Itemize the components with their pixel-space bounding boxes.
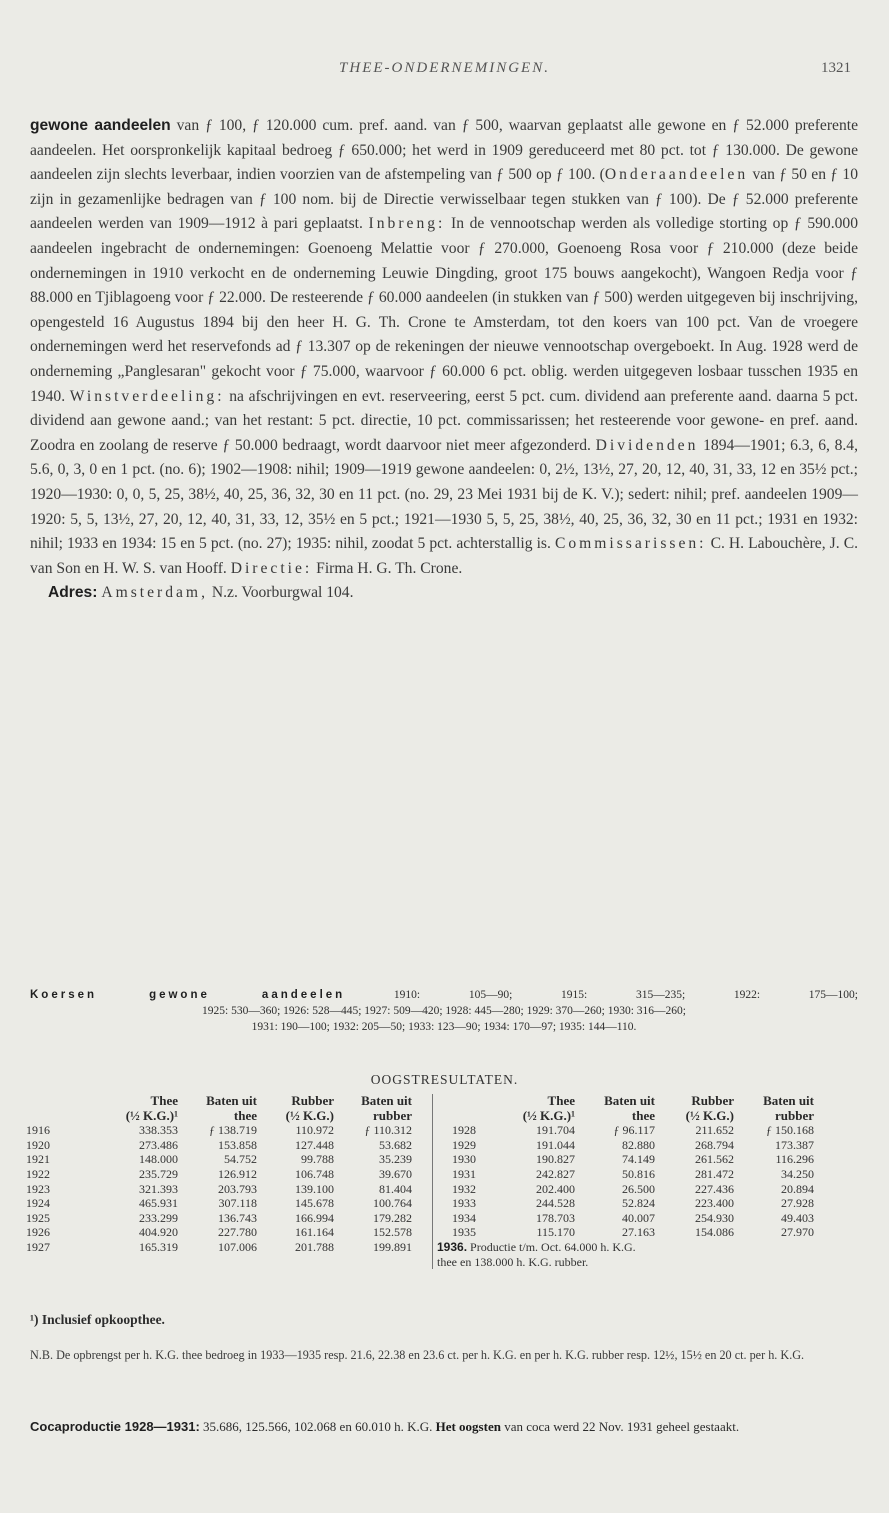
- value-cell: 191.044: [536, 1137, 575, 1152]
- keyword-winstverdeeling: Winstverdeeling:: [69, 387, 225, 405]
- share-prices-line-1: [30, 987, 858, 1003]
- page-header: [0, 60, 889, 84]
- keyword-dividenden: Dividenden: [595, 436, 699, 454]
- year-cell: 1934: [452, 1210, 476, 1225]
- harvest-results-table: [26, 1094, 814, 1269]
- value-cell: 203.793: [218, 1181, 257, 1196]
- value-cell: 404.920: [139, 1225, 178, 1240]
- keyword-commissarissen: Commissarissen:: [554, 535, 707, 553]
- value-cell: 154.086: [695, 1225, 734, 1240]
- value-cell: 40.007: [622, 1210, 655, 1225]
- value-cell: 321.393: [139, 1181, 178, 1196]
- value-cell: 50.816: [622, 1166, 655, 1181]
- year-cell: 1924: [26, 1196, 50, 1211]
- year-cell: 1920: [26, 1137, 50, 1152]
- value-cell: 233.299: [139, 1210, 178, 1225]
- text-part: van ƒ 50 en ƒ 10 zijn in gezamenlijke bedragen van ƒ 100 nom. bij de Directie verwisselbaar tegen stukken van ƒ 100). De ƒ 52.000 preferente aandeelen werden van 1909—1912 à pari geplaatst.: [30, 166, 858, 233]
- column-subheader: thee: [233, 1107, 257, 1123]
- footnote: ¹) Inclusief opkoopthee.: [30, 1312, 165, 1327]
- table-row: [26, 1225, 814, 1240]
- nota-bene: N.B. De opbrengst per h. K.G. thee bedroeg in 1933—1935 resp. 21.6, 22.38 en 23.6 ct. per h. K.G. en per h. K.G. rubber resp. 12½, 15½ en 20 ct. per h. K.G.: [30, 1348, 805, 1362]
- year-cell: 1923: [26, 1181, 50, 1196]
- share-prices: [30, 987, 858, 1035]
- coca-label: Cocaproductie 1928—1931:: [30, 1419, 200, 1434]
- value-cell: 20.894: [781, 1181, 814, 1196]
- value-cell: 307.118: [218, 1196, 257, 1211]
- table-row: [26, 1255, 814, 1270]
- value-cell: 223.400: [695, 1196, 734, 1211]
- value-cell: 281.472: [695, 1166, 734, 1181]
- value-cell: 166.994: [295, 1210, 334, 1225]
- coca-text: 35.686, 125.566, 102.068 en 60.010 h. K.G.: [199, 1419, 436, 1434]
- coca-production: [30, 1418, 858, 1435]
- address-city: Amsterdam,: [101, 584, 208, 602]
- text-part: In de vennootschap werden als volledige storting op ƒ 590.000 aandeelen ingebracht de ondernemingen: Goenoeng Melattie voor ƒ 270.000, Goenoeng Rosa voor ƒ 210.000 (deze beide ondernemingen in 1910 verkocht en de onderneming Leuwie Dingding, groot 175 bouws aangekocht), Wangoen Redja voor ƒ 88.000 en Tjiblagoeng voor ƒ 22.000. De resteerende ƒ 60.000 aandeelen (in stukken van ƒ 500) werden uitgegeven bij inschrijving, opengesteld 16 Augustus 1894 bij den heer H. G. Th. Crone te Amsterdam, tot den koers van 100 pct. Van de vroegere ondernemingen werd het reservefonds ad ƒ 13.307 op de rekeningen der nieuwe vennootschap overgeboekt. In Aug. 1928 werd de onderneming „Panglesaran" gekocht voor ƒ 75.000, waarvoor ƒ 60.000 6 pct. oblig. werden uitgegeven losbaar tusschen 1935 en 1940.: [30, 215, 858, 405]
- address-line: [48, 581, 858, 606]
- column-subheader: thee: [631, 1107, 655, 1123]
- page-number: 1321: [821, 60, 851, 76]
- column-header: Baten uit: [763, 1093, 814, 1108]
- share-prices-line-2: 1925: 530—360; 1926: 528—445; 1927: 509—420; 1928: 445—280; 1929: 370—260; 1930: 316—260;: [202, 1005, 686, 1017]
- value-cell: 235.729: [139, 1166, 178, 1181]
- table-header-row: [26, 1109, 814, 1124]
- value-cell: 201.788: [295, 1239, 334, 1254]
- year-cell: 1929: [452, 1137, 476, 1152]
- company-description: [30, 114, 858, 606]
- value-cell: 161.164: [295, 1225, 334, 1240]
- table-row: [26, 1196, 814, 1211]
- value-cell: ƒ 96.117: [613, 1123, 655, 1138]
- column-header: Rubber: [291, 1093, 334, 1108]
- column-header: Baten uit: [361, 1093, 412, 1108]
- year-cell: 1922: [26, 1166, 50, 1181]
- value-cell: 244.528: [536, 1196, 575, 1211]
- value-cell: 39.670: [379, 1166, 412, 1181]
- table-body: [26, 1123, 814, 1269]
- value-cell: 81.404: [379, 1181, 412, 1196]
- value-cell: 152.578: [373, 1225, 412, 1240]
- coca-bold-text: Het oogsten: [435, 1419, 501, 1434]
- table-row: [26, 1152, 814, 1167]
- table-header-row: [26, 1094, 814, 1109]
- value-cell: 107.006: [218, 1239, 257, 1254]
- column-header: Thee: [547, 1093, 575, 1108]
- column-subheader: rubber: [775, 1107, 814, 1123]
- year-cell: 1926: [26, 1225, 50, 1240]
- value-cell: ƒ 110.312: [364, 1123, 412, 1138]
- value-cell: 53.682: [379, 1137, 412, 1152]
- coca-text: van coca werd 22 Nov. 1931 geheel gestaakt.: [500, 1419, 740, 1434]
- value-cell: ƒ 150.168: [766, 1123, 814, 1138]
- column-header: Baten uit: [604, 1093, 655, 1108]
- value-cell: 338.353: [139, 1123, 178, 1138]
- production-text: Productie t/m. Oct. 64.000 h. K.G.: [467, 1239, 636, 1254]
- value-cell: 268.794: [695, 1137, 734, 1152]
- value-cell: ƒ 138.719: [209, 1123, 257, 1138]
- text-part: na afschrijvingen en evt. reserveering, eerst 5 pct. cum. dividend aan preferente aand. daarna 5 pct. dividend aan gewone aand.; van het restant: 5 pct. directie, 10 pct. commissarissen; het resteerende voor gewone- en pref. aand. Zoodra en zoolang de reserve ƒ 50.000 bedraagt, wordt daarvoor niet meer afgezonderd.: [30, 387, 859, 454]
- value-cell: 227.780: [218, 1225, 257, 1240]
- text-part: 1894—1901; 6.3, 6, 8.4, 5.6, 0, 3, 0 en 1 pct. (no. 6); 1902—1908: nihil; 1909—1919 gewone aandeelen: 0, 2½, 13½, 27, 20, 12, 40, 31, 33, 12 en 35½ pct.; 1920—1930: 0, 0, 5, 25, 38½, 40, 25, 36, 32, 30 en 11 pct. (no. 29, 23 Mei 1931 bij de K. V.); sedert: nihil; pref. aandeelen 1909—1920: 5, 5, 13½, 27, 20, 12, 40, 31, 33, 12, 35½ en 5 pct.; 1921—1930 5, 5, 25, 38½, 40, 25, 36, 32, 30 en 11 pct.; 1931 en 1932: nihil; 1933 en 1934: 15 en 5 pct. (no. 27); 1935: nihil, zoodat 5 pct. achterstallig is.: [30, 436, 859, 553]
- column-header: Rubber: [691, 1093, 734, 1108]
- table-row: [26, 1123, 814, 1138]
- value-cell: 254.930: [695, 1210, 734, 1225]
- value-cell: 465.931: [139, 1196, 178, 1211]
- lead-term: gewone aandeelen: [30, 117, 171, 134]
- value-cell: 49.403: [781, 1210, 814, 1225]
- value-cell: 273.486: [139, 1137, 178, 1152]
- production-year: 1936.: [437, 1239, 468, 1254]
- share-prices-label: Koersen gewone aandeelen: [30, 989, 346, 1001]
- main-paragraph: [30, 114, 858, 581]
- value-cell: 227.436: [695, 1181, 734, 1196]
- keyword-directie: Directie:: [230, 559, 313, 577]
- year-cell: 1925: [26, 1210, 50, 1225]
- year-cell: 1930: [452, 1152, 476, 1167]
- production-1936: [433, 1240, 815, 1255]
- running-title: THEE-ONDERNEMINGEN.: [339, 60, 550, 76]
- value-cell: 179.282: [373, 1210, 412, 1225]
- value-cell: 190.827: [536, 1152, 575, 1167]
- value-cell: 27.163: [622, 1225, 655, 1240]
- keyword-inbreng: Inbreng:: [368, 215, 446, 233]
- value-cell: 26.500: [622, 1181, 655, 1196]
- value-cell: 261.562: [695, 1152, 734, 1167]
- value-cell: 116.296: [775, 1152, 814, 1167]
- column-header: Thee: [150, 1093, 178, 1108]
- table-row: [26, 1138, 814, 1153]
- table-row: [26, 1167, 814, 1182]
- value-cell: 242.827: [536, 1166, 575, 1181]
- text-part: C. H. Labouchère, J. C. van Son en H. W. S. van Hooff.: [30, 535, 858, 577]
- value-cell: 136.743: [218, 1210, 257, 1225]
- share-prices-line-3: 1931: 190—100; 1932: 205—50; 1933: 123—90; 1934: 170—97; 1935: 144—110.: [251, 1021, 637, 1033]
- value-cell: 139.100: [295, 1181, 334, 1196]
- share-prices-text: 1910: 105—90; 1915: 315—235; 1922: 175—100;: [345, 989, 859, 1001]
- address-label: Adres:: [48, 584, 98, 602]
- value-cell: 211.652: [695, 1123, 734, 1138]
- value-cell: 173.387: [775, 1137, 814, 1152]
- year-cell: 1931: [452, 1166, 476, 1181]
- value-cell: 35.239: [379, 1152, 412, 1167]
- value-cell: 27.970: [781, 1225, 814, 1240]
- production-text-continued: thee en 138.000 h. K.G. rubber.: [437, 1254, 589, 1269]
- value-cell: 34.250: [781, 1166, 814, 1181]
- text-part: Firma H. G. Th. Crone.: [312, 559, 463, 577]
- value-cell: 199.891: [373, 1239, 412, 1254]
- table-row: [26, 1211, 814, 1226]
- column-subheader: (½ K.G.)¹: [125, 1107, 178, 1123]
- value-cell: 115.170: [536, 1225, 575, 1240]
- value-cell: 178.703: [536, 1210, 575, 1225]
- text-part: van ƒ 100, ƒ 120.000 cum. pref. aand. van ƒ 500, waarvan geplaatst alle gewone en ƒ 52.000 preferente aandeelen. Het oorspronkelijk kapitaal bedroeg ƒ 650.000; het werd in 1909 gereduceerd met 80 pct. tot ƒ 130.000. De gewone aandeelen zijn slechts leverbaar, indien voorzien van de afstempeling van ƒ 500 op ƒ 100. (: [30, 117, 859, 184]
- value-cell: 99.788: [301, 1152, 334, 1167]
- column-subheader: (½ K.G.)¹: [522, 1107, 575, 1123]
- address-street: N.z. Voorburgwal 104.: [207, 584, 354, 602]
- harvest-results-title: OOGSTRESULTATEN.: [370, 1072, 519, 1087]
- year-cell: 1935: [452, 1225, 476, 1240]
- value-cell: 202.400: [536, 1181, 575, 1196]
- column-header: Baten uit: [206, 1093, 257, 1108]
- year-cell: 1932: [452, 1181, 476, 1196]
- value-cell: 74.149: [622, 1152, 655, 1167]
- value-cell: 153.858: [218, 1137, 257, 1152]
- value-cell: 191.704: [536, 1123, 575, 1138]
- value-cell: 106.748: [295, 1166, 334, 1181]
- value-cell: 52.824: [622, 1196, 655, 1211]
- value-cell: 127.448: [295, 1137, 334, 1152]
- table-row: [26, 1240, 814, 1255]
- column-subheader: (½ K.G.): [285, 1107, 334, 1123]
- value-cell: 145.678: [295, 1196, 334, 1211]
- value-cell: 54.752: [224, 1152, 257, 1167]
- value-cell: 165.319: [139, 1239, 178, 1254]
- year-cell: 1928: [452, 1123, 476, 1138]
- value-cell: 27.928: [781, 1196, 814, 1211]
- value-cell: 100.764: [373, 1196, 412, 1211]
- year-cell: 1921: [26, 1152, 50, 1167]
- value-cell: 82.880: [622, 1137, 655, 1152]
- keyword-onderaandeelen: Onderaandeelen: [604, 166, 749, 184]
- year-cell: 1933: [452, 1196, 476, 1211]
- value-cell: 110.972: [295, 1123, 334, 1138]
- year-cell: 1927: [26, 1239, 50, 1254]
- value-cell: 126.912: [218, 1166, 257, 1181]
- table-row: [26, 1182, 814, 1197]
- value-cell: 148.000: [139, 1152, 178, 1167]
- column-subheader: (½ K.G.): [685, 1107, 734, 1123]
- column-subheader: rubber: [373, 1107, 412, 1123]
- year-cell: 1916: [26, 1123, 50, 1138]
